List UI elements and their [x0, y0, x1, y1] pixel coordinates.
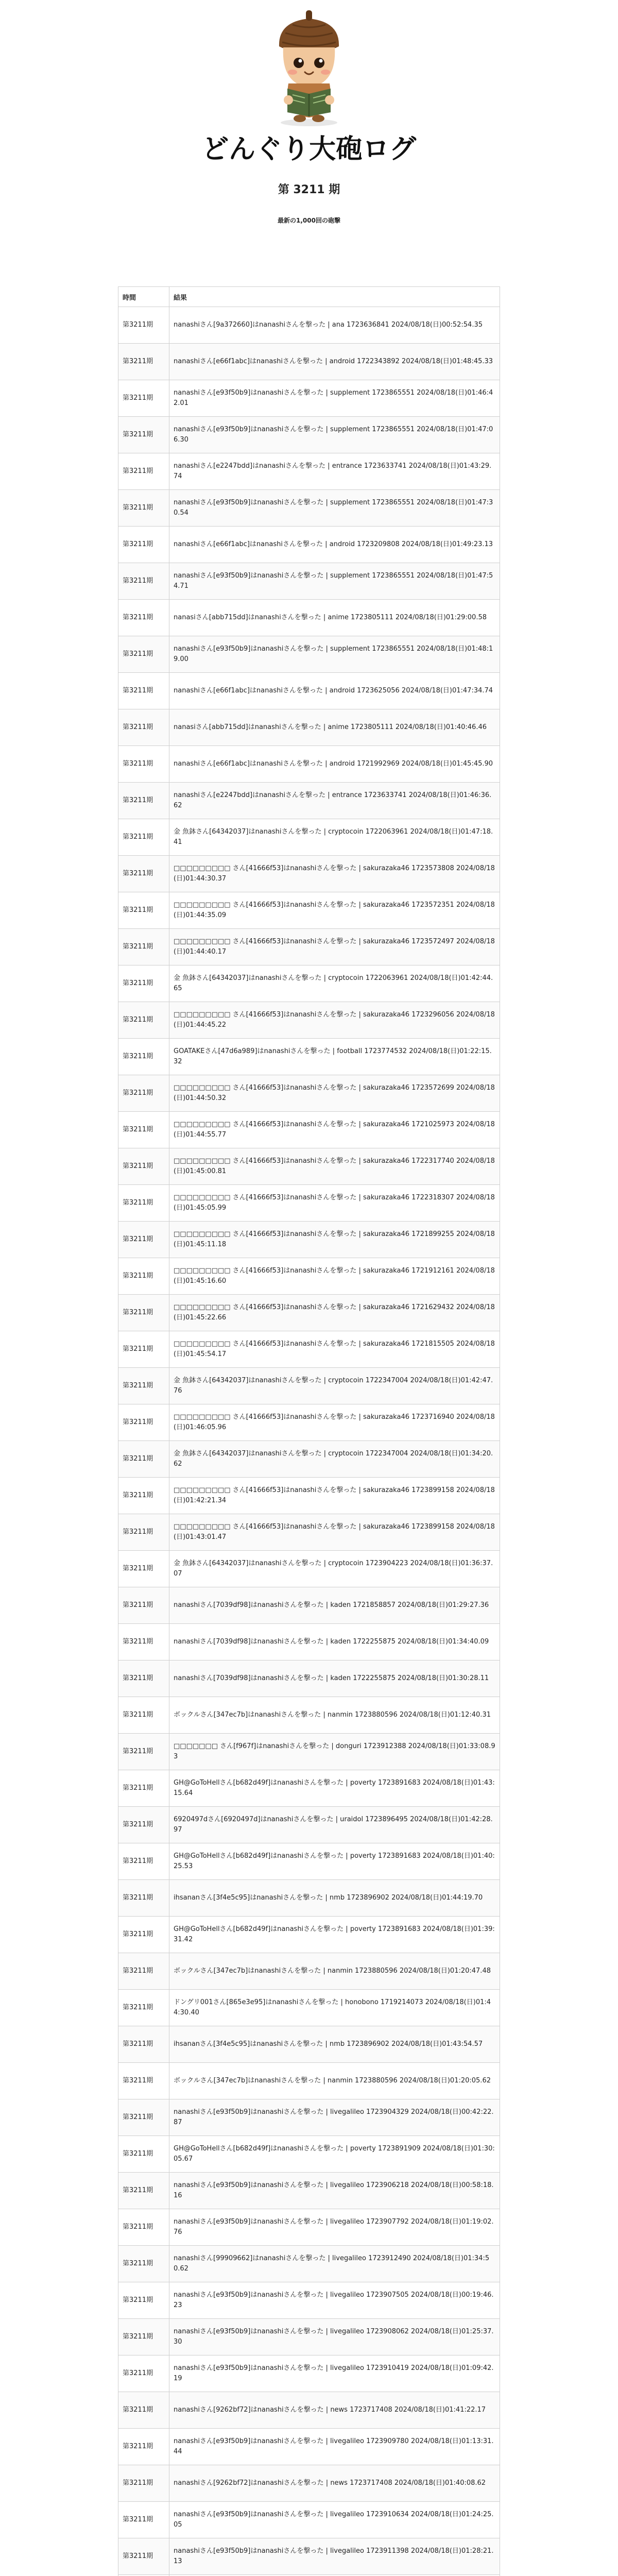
row-result: □□□□□□□□□ さん[41666f53]はnanashiさんを撃った | sakurazaka46 1723899158 2024/08/18(日)01:43:01.47: [169, 1514, 500, 1551]
table-row: [118, 2026, 500, 2063]
table-row: [118, 2099, 500, 2136]
table-header: [118, 287, 500, 307]
row-period: 第3211期: [118, 2026, 169, 2063]
row-result: nanashiさん[e93f50b9]はnanashiさんを撃った | supplement 1723865551 2024/08/18(日)01:46:42.01: [169, 380, 500, 417]
table-row: [118, 527, 500, 563]
row-period: 第3211期: [118, 2282, 169, 2319]
row-result: ボックルさん[347ec7b]はnanashiさんを撃った | nanmin 1723880596 2024/08/18(日)01:20:47.48: [169, 1953, 500, 1990]
column-header-time: 時間: [118, 287, 169, 307]
table-row: [118, 1953, 500, 1990]
row-period: 第3211期: [118, 1148, 169, 1185]
table-row: [118, 1697, 500, 1734]
row-period: 第3211期: [118, 1660, 169, 1697]
row-result: □□□□□□□□□ さん[41666f53]はnanashiさんを撃った | sakurazaka46 1721912161 2024/08/18(日)01:45:16.60: [169, 1258, 500, 1295]
row-period: 第3211期: [118, 2538, 169, 2575]
header-mascot-area: [0, 0, 618, 134]
table-row: [118, 1770, 500, 1807]
row-result: nanashiさん[e93f50b9]はnanashiさんを撃った | supplement 1723865551 2024/08/18(日)01:47:54.71: [169, 563, 500, 600]
table-row: [118, 453, 500, 490]
row-result: 金 魚鉢さん[64342037]はnanashiさんを撃った | cryptocoin 1722347004 2024/08/18(日)01:42:47.76: [169, 1368, 500, 1404]
row-period: 第3211期: [118, 1441, 169, 1478]
row-period: 第3211期: [118, 1295, 169, 1331]
row-result: nanashiさん[9262bf72]はnanashiさんを撃った | news 1723717408 2024/08/18(日)01:41:22.17: [169, 2392, 500, 2429]
row-period: 第3211期: [118, 1624, 169, 1660]
row-result: GH@GoToHellさん[b682d49f]はnanashiさんを撃った | poverty 1723891683 2024/08/18(日)01:39:31.42: [169, 1917, 500, 1953]
row-result: □□□□□□□□□ さん[41666f53]はnanashiさんを撃った | sakurazaka46 1723572699 2024/08/18(日)01:44:50.32: [169, 1075, 500, 1112]
table-row: [118, 746, 500, 783]
table-row: [118, 344, 500, 380]
row-period: 第3211期: [118, 1990, 169, 2026]
row-result: 金 魚鉢さん[64342037]はnanashiさんを撃った | cryptocoin 1722063961 2024/08/18(日)01:47:18.41: [169, 819, 500, 856]
row-result: nanashiさん[99909662]はnanashiさんを撃った | livegalileo 1723912490 2024/08/18(日)01:34:50.62: [169, 2246, 500, 2282]
row-result: nanashiさん[e93f50b9]はnanashiさんを撃った | livegalileo 1723904329 2024/08/18(日)00:42:22.87: [169, 2099, 500, 2136]
table-row: [118, 1660, 500, 1697]
page-title: どんぐり大砲ログ: [201, 134, 416, 165]
table-row: [118, 1112, 500, 1148]
table-row: [118, 673, 500, 709]
row-result: □□□□□□□□□ さん[41666f53]はnanashiさんを撃った | sakurazaka46 1721025973 2024/08/18(日)01:44:55.77: [169, 1112, 500, 1148]
row-result: nanashiさん[e93f50b9]はnanashiさんを撃った | livegalileo 1723911398 2024/08/18(日)01:28:21.13: [169, 2538, 500, 2575]
table-row: [118, 1331, 500, 1368]
row-result: nanashiさん[7039df98]はnanashiさんを撃った | kaden 1721858857 2024/08/18(日)01:29:27.36: [169, 1587, 500, 1624]
row-period: 第3211期: [118, 453, 169, 490]
row-period: 第3211期: [118, 2429, 169, 2465]
row-result: □□□□□□□□□ さん[41666f53]はnanashiさんを撃った | sakurazaka46 1723716940 2024/08/18(日)01:46:05.96: [169, 1404, 500, 1441]
row-result: □□□□□□□□□ さん[41666f53]はnanashiさんを撃った | sakurazaka46 1721899255 2024/08/18(日)01:45:11.18: [169, 1222, 500, 1258]
table-row: [118, 2209, 500, 2246]
table-row: [118, 1917, 500, 1953]
table-row: [118, 819, 500, 856]
table-row: [118, 636, 500, 673]
row-period: 第3211期: [118, 673, 169, 709]
table-row: [118, 1404, 500, 1441]
row-period: 第3211期: [118, 2319, 169, 2355]
row-period: 第3211期: [118, 600, 169, 636]
table-row: [118, 929, 500, 965]
row-result: 6920497dさん[6920497d]はnanashiさんを撃った | uraidol 1723896495 2024/08/18(日)01:42:28.97: [169, 1807, 500, 1843]
row-period: 第3211期: [118, 417, 169, 453]
table-row: [118, 2465, 500, 2502]
row-result: 金 魚鉢さん[64342037]はnanashiさんを撃った | cryptocoin 1723904223 2024/08/18(日)01:36:37.07: [169, 1551, 500, 1587]
row-period: 第3211期: [118, 307, 169, 344]
row-period: 第3211期: [118, 709, 169, 746]
row-result: ボックルさん[347ec7b]はnanashiさんを撃った | nanmin 1723880596 2024/08/18(日)01:20:05.62: [169, 2063, 500, 2099]
table-row: [118, 563, 500, 600]
row-result: nanashiさん[9262bf72]はnanashiさんを撃った | news 1723717408 2024/08/18(日)01:40:08.62: [169, 2465, 500, 2502]
table-row: [118, 1222, 500, 1258]
row-period: 第3211期: [118, 1514, 169, 1551]
row-period: 第3211期: [118, 344, 169, 380]
row-result: ボックルさん[347ec7b]はnanashiさんを撃った | nanmin 1723880596 2024/08/18(日)01:12:40.31: [169, 1697, 500, 1734]
row-period: 第3211期: [118, 1331, 169, 1368]
row-period: 第3211期: [118, 490, 169, 527]
table-row: [118, 2355, 500, 2392]
row-result: □□□□□□□□□ さん[41666f53]はnanashiさんを撃った | sakurazaka46 1722318307 2024/08/18(日)01:45:05.99: [169, 1185, 500, 1222]
row-period: 第3211期: [118, 2099, 169, 2136]
log-subtitle: 最新の1,000回の砲撃: [278, 217, 340, 224]
row-result: nanashiさん[9a372660]はnanashiさんを撃った | ana 1723636841 2024/08/18(日)00:52:54.35: [169, 307, 500, 344]
table-row: [118, 1807, 500, 1843]
row-period: 第3211期: [118, 965, 169, 1002]
row-period: 第3211期: [118, 380, 169, 417]
row-result: GH@GoToHellさん[b682d49f]はnanashiさんを撃った | poverty 1723891683 2024/08/18(日)01:40:25.53: [169, 1843, 500, 1880]
row-period: 第3211期: [118, 2136, 169, 2173]
row-result: nanashiさん[e93f50b9]はnanashiさんを撃った | livegalileo 1723907792 2024/08/18(日)01:19:02.76: [169, 2209, 500, 2246]
row-period: 第3211期: [118, 2465, 169, 2502]
row-period: 第3211期: [118, 1002, 169, 1039]
table-row: [118, 2319, 500, 2355]
row-period: 第3211期: [118, 1404, 169, 1441]
table-row: [118, 307, 500, 344]
table-row: [118, 892, 500, 929]
row-period: 第3211期: [118, 1807, 169, 1843]
row-period: 第3211期: [118, 892, 169, 929]
row-period: 第3211期: [118, 2173, 169, 2209]
row-result: □□□□□□□□□ さん[41666f53]はnanashiさんを撃った | sakurazaka46 1723572351 2024/08/18(日)01:44:35.09: [169, 892, 500, 929]
table-row: [118, 2538, 500, 2575]
row-period: 第3211期: [118, 1368, 169, 1404]
row-result: nanashiさん[e2247bdd]はnanashiさんを撃った | entrance 1723633741 2024/08/18(日)01:46:36.62: [169, 783, 500, 819]
row-period: 第3211期: [118, 856, 169, 892]
row-result: nanashiさん[7039df98]はnanashiさんを撃った | kaden 1722255875 2024/08/18(日)01:34:40.09: [169, 1624, 500, 1660]
row-period: 第3211期: [118, 527, 169, 563]
row-result: ihsananさん[3f4e5c95]はnanashiさんを撃った | nmb 1723896902 2024/08/18(日)01:43:54.57: [169, 2026, 500, 2063]
row-result: nanashiさん[e66f1abc]はnanashiさんを撃った | android 1722343892 2024/08/18(日)01:48:45.33: [169, 344, 500, 380]
row-period: 第3211期: [118, 563, 169, 600]
row-period: 第3211期: [118, 819, 169, 856]
table-row: [118, 1002, 500, 1039]
row-result: nanashiさん[e93f50b9]はnanashiさんを撃った | supplement 1723865551 2024/08/18(日)01:47:06.30: [169, 417, 500, 453]
row-result: nanashiさん[e93f50b9]はnanashiさんを撃った | livegalileo 1723910634 2024/08/18(日)01:24:25.05: [169, 2502, 500, 2538]
row-result: nanashiさん[e2247bdd]はnanashiさんを撃った | entrance 1723633741 2024/08/18(日)01:43:29.74: [169, 453, 500, 490]
table-row: [118, 1148, 500, 1185]
row-period: 第3211期: [118, 1185, 169, 1222]
table-row: [118, 2246, 500, 2282]
table-row: [118, 1185, 500, 1222]
table-row: [118, 1551, 500, 1587]
table-row: [118, 600, 500, 636]
row-period: 第3211期: [118, 2502, 169, 2538]
table-row: [118, 1075, 500, 1112]
row-period: 第3211期: [118, 1222, 169, 1258]
row-result: nanashiさん[e93f50b9]はnanashiさんを撃った | livegalileo 1723909780 2024/08/18(日)01:13:31.44: [169, 2429, 500, 2465]
row-period: 第3211期: [118, 1953, 169, 1990]
row-result: □□□□□□□□□ さん[41666f53]はnanashiさんを撃った | sakurazaka46 1723899158 2024/08/18(日)01:42:21.34: [169, 1478, 500, 1514]
table-row: [118, 1990, 500, 2026]
row-period: 第3211期: [118, 1843, 169, 1880]
row-period: 第3211期: [118, 1551, 169, 1587]
table-row: [118, 417, 500, 453]
row-result: nanashiさん[e66f1abc]はnanashiさんを撃った | android 1723625056 2024/08/18(日)01:47:34.74: [169, 673, 500, 709]
row-period: 第3211期: [118, 1258, 169, 1295]
round-number: 第 3211 期: [278, 183, 340, 196]
row-period: 第3211期: [118, 1587, 169, 1624]
row-result: nanashiさん[e93f50b9]はnanashiさんを撃った | livegalileo 1723908062 2024/08/18(日)01:25:37.30: [169, 2319, 500, 2355]
row-period: 第3211期: [118, 783, 169, 819]
row-result: nanashiさん[e66f1abc]はnanashiさんを撃った | android 1721992969 2024/08/18(日)01:45:45.90: [169, 746, 500, 783]
row-result: □□□□□□□□□ さん[41666f53]はnanashiさんを撃った | sakurazaka46 1723573808 2024/08/18(日)01:44:30.37: [169, 856, 500, 892]
table-row: [118, 1478, 500, 1514]
table-row: [118, 1039, 500, 1075]
row-period: 第3211期: [118, 1880, 169, 1917]
row-period: 第3211期: [118, 1697, 169, 1734]
table-row: [118, 965, 500, 1002]
table-row: [118, 856, 500, 892]
row-period: 第3211期: [118, 1770, 169, 1807]
row-result: ドングリ001さん[865e3e95]はnanashiさんを撃った | honobono 1719214073 2024/08/18(日)01:44:30.40: [169, 1990, 500, 2026]
table-row: [118, 1368, 500, 1404]
row-period: 第3211期: [118, 2063, 169, 2099]
row-result: nanashiさん[e93f50b9]はnanashiさんを撃った | livegalileo 1723910419 2024/08/18(日)01:09:42.19: [169, 2355, 500, 2392]
row-period: 第3211期: [118, 929, 169, 965]
row-period: 第3211期: [118, 1734, 169, 1770]
row-period: 第3211期: [118, 1478, 169, 1514]
table-row: [118, 1514, 500, 1551]
row-period: 第3211期: [118, 1112, 169, 1148]
row-result: □□□□□□□□□ さん[41666f53]はnanashiさんを撃った | sakurazaka46 1722317740 2024/08/18(日)01:45:00.81: [169, 1148, 500, 1185]
table-row: [118, 1843, 500, 1880]
table-row: [118, 1295, 500, 1331]
row-result: □□□□□□□□□ さん[41666f53]はnanashiさんを撃った | sakurazaka46 1721815505 2024/08/18(日)01:45:54.17: [169, 1331, 500, 1368]
column-header-result: 結果: [169, 287, 500, 307]
table-row: [118, 2429, 500, 2465]
row-result: nanashiさん[e66f1abc]はnanashiさんを撃った | android 1723209808 2024/08/18(日)01:49:23.13: [169, 527, 500, 563]
row-result: 金 魚鉢さん[64342037]はnanashiさんを撃った | cryptocoin 1722063961 2024/08/18(日)01:42:44.65: [169, 965, 500, 1002]
acorn-mascot-logo: [268, 6, 350, 127]
table-row: [118, 783, 500, 819]
table-row: [118, 2063, 500, 2099]
row-result: nanashiさん[e93f50b9]はnanashiさんを撃った | livegalileo 1723906218 2024/08/18(日)00:58:18.16: [169, 2173, 500, 2209]
row-period: 第3211期: [118, 636, 169, 673]
row-result: GH@GoToHellさん[b682d49f]はnanashiさんを撃った | poverty 1723891909 2024/08/18(日)01:30:05.67: [169, 2136, 500, 2173]
table-row: [118, 1258, 500, 1295]
row-result: nanashiさん[e93f50b9]はnanashiさんを撃った | supplement 1723865551 2024/08/18(日)01:47:30.54: [169, 490, 500, 527]
row-result: □□□□□□□□□ さん[41666f53]はnanashiさんを撃った | sakurazaka46 1723572497 2024/08/18(日)01:44:40.17: [169, 929, 500, 965]
cannon-log-table: [118, 286, 500, 2576]
row-result: ihsananさん[3f4e5c95]はnanashiさんを撃った | nmb 1723896902 2024/08/18(日)01:44:19.70: [169, 1880, 500, 1917]
row-result: □□□□□□□ さん[f967f]はnanashiさんを撃った | donguri 1723912388 2024/08/18(日)01:33:08.93: [169, 1734, 500, 1770]
row-result: nanasiさん[abb715dd]はnanashiさんを撃った | anime 1723805111 2024/08/18(日)01:40:46.46: [169, 709, 500, 746]
row-result: GH@GoToHellさん[b682d49f]はnanashiさんを撃った | poverty 1723891683 2024/08/18(日)01:43:15.64: [169, 1770, 500, 1807]
table-row: [118, 2282, 500, 2319]
row-period: 第3211期: [118, 1917, 169, 1953]
row-period: 第3211期: [118, 1039, 169, 1075]
table-row: [118, 709, 500, 746]
table-row: [118, 2136, 500, 2173]
table-row: [118, 1587, 500, 1624]
row-result: □□□□□□□□□ さん[41666f53]はnanashiさんを撃った | sakurazaka46 1721629432 2024/08/18(日)01:45:22.66: [169, 1295, 500, 1331]
row-result: nanashiさん[e93f50b9]はnanashiさんを撃った | livegalileo 1723907505 2024/08/18(日)00:19:46.23: [169, 2282, 500, 2319]
row-period: 第3211期: [118, 1075, 169, 1112]
row-result: GOATAKEさん[47d6a989]はnanashiさんを撃った | football 1723774532 2024/08/18(日)01:22:15.32: [169, 1039, 500, 1075]
table-header-row: [118, 287, 500, 307]
table-row: [118, 2392, 500, 2429]
row-result: nanasiさん[abb715dd]はnanashiさんを撃った | anime 1723805111 2024/08/18(日)01:29:00.58: [169, 600, 500, 636]
table-body: [118, 307, 500, 2576]
table-row: [118, 2173, 500, 2209]
table-row: [118, 1441, 500, 1478]
table-row: [118, 1880, 500, 1917]
row-period: 第3211期: [118, 2355, 169, 2392]
row-result: □□□□□□□□□ さん[41666f53]はnanashiさんを撃った | sakurazaka46 1723296056 2024/08/18(日)01:44:45.22: [169, 1002, 500, 1039]
table-row: [118, 1734, 500, 1770]
row-period: 第3211期: [118, 2246, 169, 2282]
row-result: nanashiさん[7039df98]はnanashiさんを撃った | kaden 1722255875 2024/08/18(日)01:30:28.11: [169, 1660, 500, 1697]
row-period: 第3211期: [118, 2392, 169, 2429]
row-result: 金 魚鉢さん[64342037]はnanashiさんを撃った | cryptocoin 1722347004 2024/08/18(日)01:34:20.62: [169, 1441, 500, 1478]
row-result: nanashiさん[e93f50b9]はnanashiさんを撃った | supplement 1723865551 2024/08/18(日)01:48:19.00: [169, 636, 500, 673]
table-row: [118, 490, 500, 527]
table-row: [118, 380, 500, 417]
table-row: [118, 1624, 500, 1660]
row-period: 第3211期: [118, 2209, 169, 2246]
table-row: [118, 2502, 500, 2538]
row-period: 第3211期: [118, 746, 169, 783]
